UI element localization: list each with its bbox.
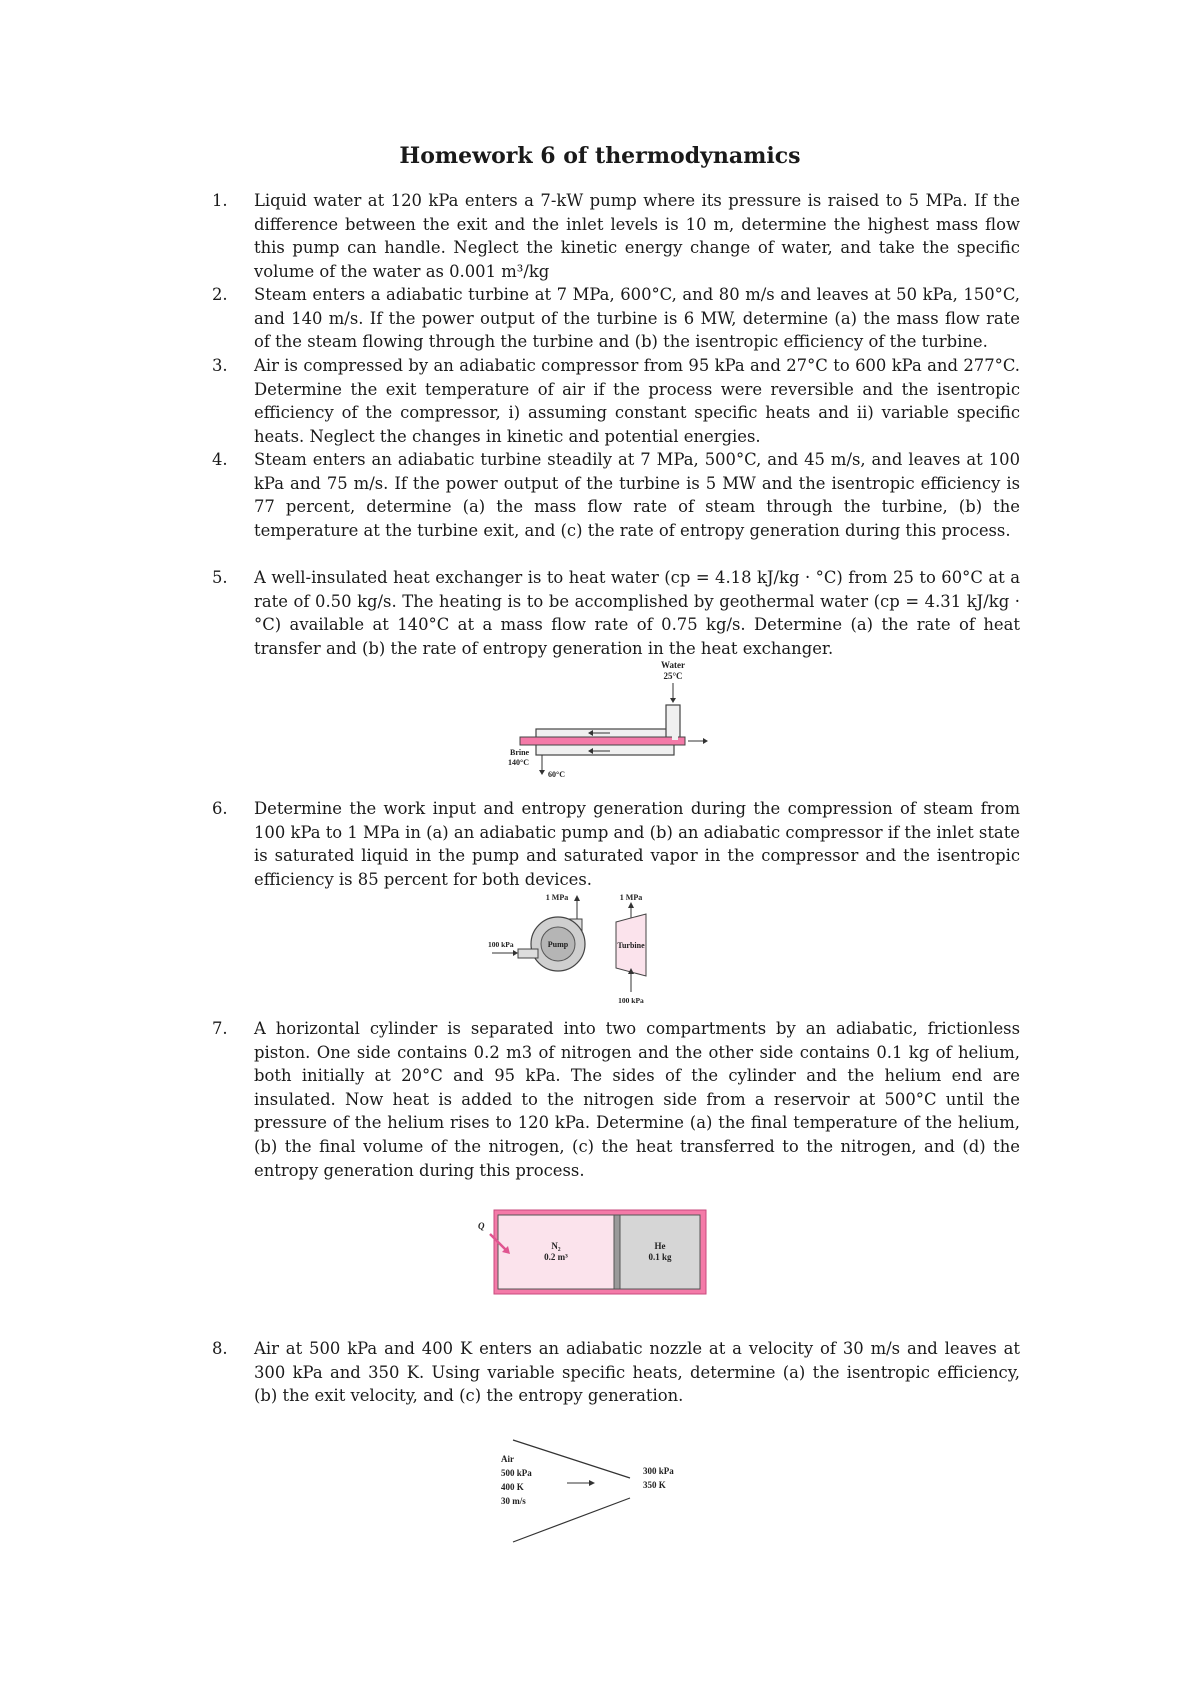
nitrogen-volume: 0.2 m³ xyxy=(544,1252,568,1262)
nozzle-figure xyxy=(495,1436,715,1546)
cylinder-piston-figure xyxy=(470,1208,710,1298)
heat-input-label: Q xyxy=(478,1221,485,1231)
problem-text: Determine the work input and entropy generation during the compression of steam from 100 kPa to 1 MPa in (a) an adiabatic pump and (b) an adiabatic compressor if the inlet state is saturated liquid in the pump and saturated vapor in the compressor and the isentropic efficiency is 85 percent for both devices. xyxy=(254,799,1020,889)
water-label: Water xyxy=(661,660,685,670)
brine-tube xyxy=(520,737,685,745)
water-outlet-temp: 60°C xyxy=(548,770,565,779)
inlet-velocity-label: 30 m/s xyxy=(501,1496,526,1506)
problem-number: 5. xyxy=(212,568,228,587)
problem-number: 2. xyxy=(212,285,228,304)
brine-temp: 140°C xyxy=(508,758,529,767)
problem-text: Air is compressed by an adiabatic compressor from 95 kPa and 27°C to 600 kPa and 277°C. Determine the exit temperature of air if the process were reversible and the isentropic efficiency of the compressor, i) assuming constant specific heats and ii) variable specific heats. Neglect the changes in kinetic and potential energies. xyxy=(254,356,1020,446)
flow-arrowhead xyxy=(589,1480,595,1486)
pump-outlet-label: 1 MPa xyxy=(545,893,569,902)
problem-text: A well-insulated heat exchanger is to heat water (cp = 4.18 kJ/kg · °C) from 25 to 60°C at a rate of 0.50 kg/s. The heating is to be accomplished by geothermal water (cp = 4.31 kJ/kg · °C) available at 140°C at a mass flow rate of 0.75 kg/s. Determine (a) the rate of heat transfer and (b) the rate of entropy generation in the heat exchanger. xyxy=(254,568,1020,658)
problem-number: 7. xyxy=(212,1019,228,1038)
pump-label: Pump xyxy=(547,940,569,949)
inlet-pipe-fill xyxy=(672,706,678,740)
problem-number: 3. xyxy=(212,356,228,375)
outlet-pressure-label: 300 kPa xyxy=(643,1466,674,1476)
pump-turbine-figure xyxy=(488,892,710,1004)
problem-text: A horizontal cylinder is separated into two compartments by an adiabatic, frictionless piston. One side contains 0.2 m3 of nitrogen and the other side contains 0.1 kg of helium, both initially at 20°C and 95 kPa. The sides of the cylinder and the helium end are insulated. Now heat is added to the nitrogen side from a reservoir at 500°C until the pressure of the helium rises to 120 kPa. Determine (a) the final temperature of the helium, (b) the final volume of the nitrogen, (c) the heat transferred to the nitrogen, and (d) the entropy generation during this process. xyxy=(254,1019,1020,1180)
helium-mass: 0.1 kg xyxy=(648,1252,672,1262)
turbine-outlet-label: 1 MPa xyxy=(619,893,643,902)
turbine-outlet-arrow xyxy=(628,902,634,908)
inlet-temp-label: 400 K xyxy=(501,1482,524,1492)
pump-inlet-arrow xyxy=(513,950,518,956)
outlet-temp-label: 350 K xyxy=(643,1480,666,1490)
water-inlet-arrowhead xyxy=(670,698,676,703)
turbine-label: Turbine xyxy=(617,941,645,950)
heat-exchanger-figure xyxy=(500,660,730,780)
problem-text: Air at 500 kPa and 400 K enters an adiabatic nozzle at a velocity of 30 m/s and leaves at 300 kPa and 350 K. Using variable specific heats, determine (a) the isentropic efficiency, (b) the exit velocity, and (c) the entropy generation. xyxy=(254,1339,1020,1406)
pump-inlet-label: 100 kPa xyxy=(488,940,514,949)
problem-text: Steam enters a adiabatic turbine at 7 MPa, 600°C, and 80 m/s and leaves at 50 kPa, 150°C, and 140 m/s. If the power output of the turbine is 6 MW, determine (a) the mass flow rate of the steam flowing through the turbine and (b) the isentropic efficiency of the turbine. xyxy=(254,285,1020,352)
nitrogen-label: N₂ xyxy=(551,1241,561,1251)
problem-number: 8. xyxy=(212,1339,228,1358)
problem-text: Steam enters an adiabatic turbine steadily at 7 MPa, 500°C, and 45 m/s, and leaves at 100 kPa and 75 m/s. If the power output of the turbine is 5 MW and the isentropic efficiency is 77 percent, determine (a) the mass flow rate of steam through the turbine, (b) the temperature at the turbine exit, and (c) the rate of entropy generation during this process. xyxy=(254,450,1020,540)
problem-text: Liquid water at 120 kPa enters a 7-kW pump where its pressure is raised to 5 MPa. If the difference between the exit and the inlet levels is 10 m, determine the highest mass flow this pump can handle. Neglect the kinetic energy change of water, and take the specific volume of the water as 0.001 m³/kg xyxy=(254,191,1020,281)
problem-number: 4. xyxy=(212,450,228,469)
page-title: Homework 6 of thermodynamics xyxy=(399,143,801,169)
inlet-pressure-label: 500 kPa xyxy=(501,1468,532,1478)
inlet-fluid-label: Air xyxy=(501,1454,514,1464)
piston xyxy=(614,1215,620,1289)
pump-outlet-arrow xyxy=(574,895,580,901)
helium-label: He xyxy=(654,1241,666,1251)
problem-number: 6. xyxy=(212,799,228,818)
nozzle-lower-wall xyxy=(513,1498,630,1542)
turbine-inlet-label: 100 kPa xyxy=(618,996,644,1004)
pump-inlet-pipe xyxy=(518,949,538,958)
brine-label: Brine xyxy=(510,748,530,757)
problem-number: 1. xyxy=(212,191,228,210)
water-inlet-temp: 25°C xyxy=(663,671,683,681)
